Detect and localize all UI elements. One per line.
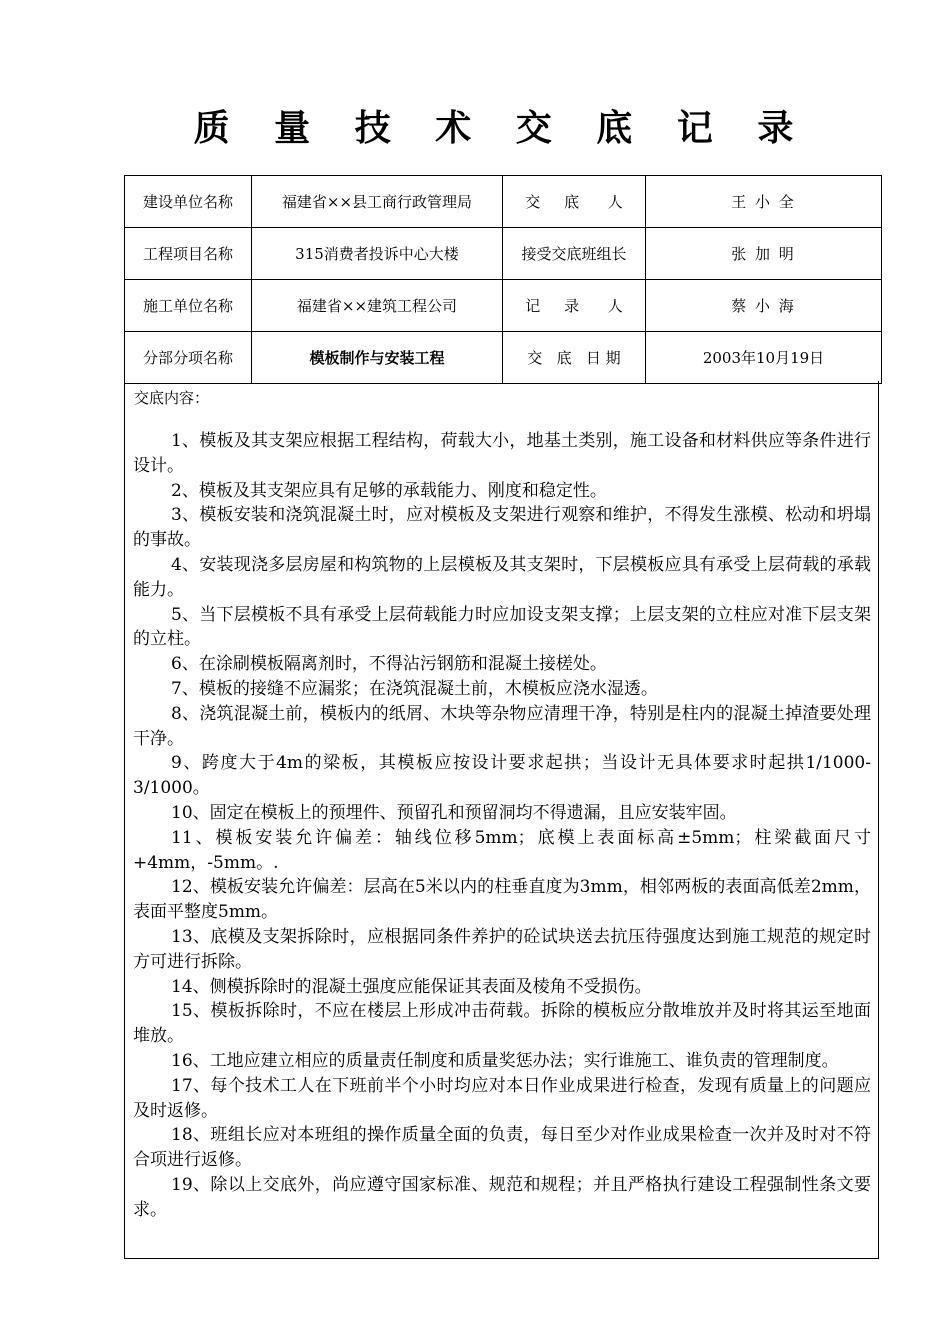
label-team-leader: 接受交底班组长 <box>503 228 646 280</box>
list-item: 11、模板安装允许偏差：轴线位移5mm；底模上表面标高±5mm；柱梁截面尺寸+4mm，-5mm。. <box>133 827 871 873</box>
list-item: 18、班组长应对本班组的操作质量全面的负责，每日至少对作业成果检查一次并及时对不符合项进行返修。 <box>133 1125 871 1171</box>
list-item: 17、每个技术工人在下班前半个小时均应对本日作业成果进行检查，发现有质量上的问题应及时返修。 <box>133 1075 871 1121</box>
list-item: 3、模板安装和浇筑混凝土时，应对模板及支架进行观察和维护，不得发生涨模、松动和坍塌的事故。 <box>133 505 871 551</box>
label-recorder <box>503 280 646 332</box>
list-item: 9、跨度大于4m的梁板，其模板应按设计要求起拱；当设计无具体要求时起拱1/1000-3/1000。 <box>133 753 871 799</box>
value-team-leader: 张 加 明 <box>646 228 882 280</box>
table-row <box>125 228 882 280</box>
list-item: 2、模板及其支架应具有足够的承载能力、刚度和稳定性。 <box>171 480 607 501</box>
label-recorder-text: 记 录 人 <box>525 297 623 315</box>
label-brief-date-text: 交 底 日 期 <box>527 349 621 367</box>
value-briefer: 王 小 全 <box>646 176 882 228</box>
list-item: 16、工地应建立相应的质量责任制度和质量奖惩办法；实行谁施工、谁负责的管理制度。 <box>171 1050 839 1071</box>
list-item: 15、模板拆除时，不应在楼层上形成冲击荷载。拆除的模板应分散堆放并及时将其运至地面堆放。 <box>133 1001 871 1047</box>
label-briefer-text: 交 底 人 <box>525 193 623 211</box>
label-project-name: 工程项目名称 <box>125 228 252 280</box>
label-construction-unit: 建设单位名称 <box>125 176 252 228</box>
label-sub-item: 分部分项名称 <box>125 332 252 384</box>
value-project-name: 315消费者投诉中心大楼 <box>252 228 503 280</box>
list-item: 8、浇筑混凝土前，模板内的纸屑、木块等杂物应清理干净，特别是柱内的混凝土掉渣要处理干净。 <box>133 703 871 749</box>
value-brief-date: 2003年10月19日 <box>646 332 882 384</box>
content-label: 交底内容： <box>134 389 210 407</box>
list-item: 6、在涂刷模板隔离剂时，不得沾污钢筋和混凝土接槎处。 <box>171 654 607 675</box>
list-item: 7、模板的接缝不应漏浆；在浇筑混凝土前，木模板应浇水湿透。 <box>171 678 658 699</box>
label-contractor: 施工单位名称 <box>125 280 252 332</box>
table-row <box>125 280 882 332</box>
label-briefer <box>503 176 646 228</box>
value-construction-unit: 福建省××县工商行政管理局 <box>252 176 503 228</box>
table-row <box>125 332 882 384</box>
list-item: 5、当下层模板不具有承受上层荷载能力时应加设支架支撑；上层支架的立柱应对准下层支架的立柱。 <box>133 604 871 650</box>
value-contractor: 福建省××建筑工程公司 <box>252 280 503 332</box>
value-sub-item: 模板制作与安装工程 <box>252 332 503 384</box>
list-item: 12、模板安装允许偏差：层高在5米以内的柱垂直度为3mm，相邻两板的表面高低差2mm，表面平整度5mm。 <box>133 877 871 923</box>
list-item: 19、除以上交底外，尚应遵守国家标准、规范和规程；并且严格执行建设工程强制性条文要求。 <box>133 1174 871 1220</box>
list-item: 14、侧模拆除时的混凝土强度应能保证其表面及棱角不受损伤。 <box>171 976 652 997</box>
info-table <box>124 175 882 384</box>
list-item: 4、安装现浇多层房屋和构筑物的上层模板及其支架时，下层模板应具有承受上层荷载的承载能力。 <box>133 554 871 600</box>
list-item: 13、底模及支架拆除时，应根据同条件养护的砼试块送去抗压待强度达到施工规范的规定时方可进行拆除。 <box>133 926 871 972</box>
list-item: 1、模板及其支架应根据工程结构，荷载大小，地基土类别，施工设备和材料供应等条件进行设计。 <box>133 431 871 476</box>
label-brief-date <box>503 332 646 384</box>
list-item: 10、固定在模板上的预埋件、预留孔和预留洞均不得遗漏，且应安装牢固。 <box>171 802 737 823</box>
page-title: 质 量 技 术 交 底 记 录 <box>193 108 810 149</box>
value-recorder: 蔡 小 海 <box>646 280 882 332</box>
content-items <box>133 429 871 1223</box>
table-row <box>125 176 882 228</box>
content-box <box>124 381 879 1259</box>
